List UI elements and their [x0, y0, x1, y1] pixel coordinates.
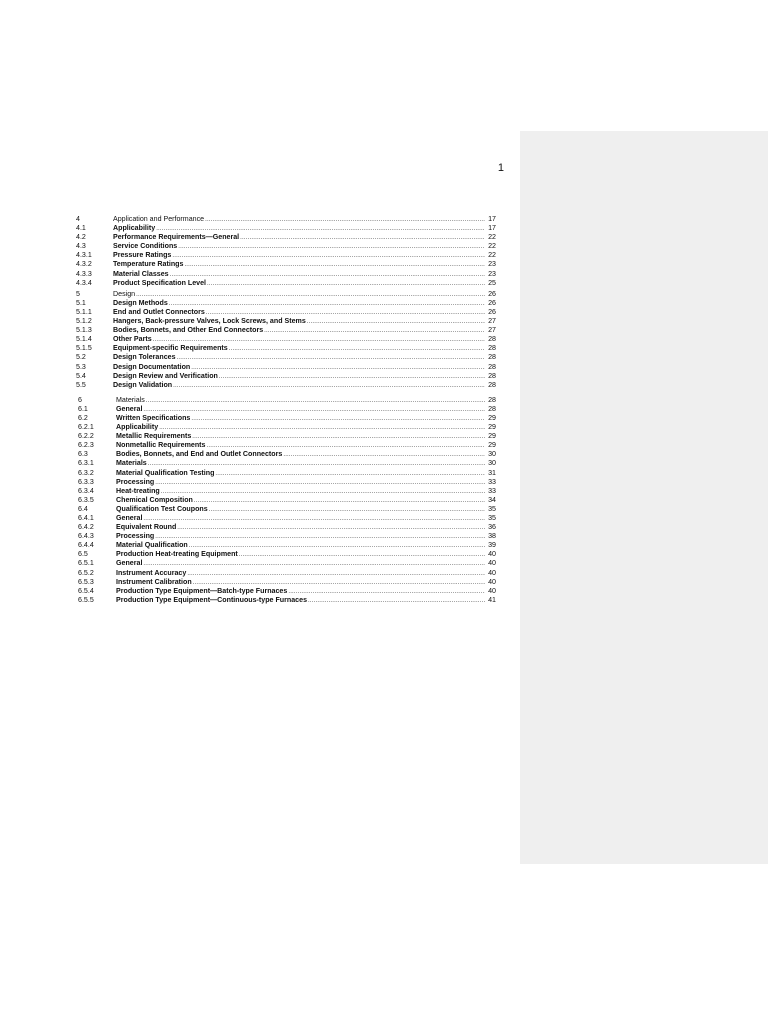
toc-entry[interactable] [76, 251, 496, 260]
toc-entry-number: 6.3.5 [78, 495, 94, 504]
toc-entry-title: Product Specification Level [113, 278, 207, 287]
toc-entry-page: 23 [488, 260, 496, 269]
toc-dot-leader [177, 524, 485, 533]
toc-entry-page: 26 [488, 298, 496, 307]
toc-entry-page: 39 [488, 541, 496, 550]
toc-entry-title: Processing [116, 477, 155, 486]
toc-entry-page: 28 [488, 371, 496, 380]
toc-entry-page: 33 [488, 486, 496, 495]
table-of-contents [76, 215, 496, 605]
toc-entry[interactable] [78, 541, 496, 550]
toc-entry-page: 26 [488, 307, 496, 316]
toc-dot-leader [191, 364, 485, 373]
toc-entry-number: 6.2.2 [78, 432, 94, 441]
toc-dot-leader [173, 382, 485, 391]
toc-entry-page: 29 [488, 413, 496, 422]
toc-entry[interactable] [78, 532, 496, 541]
toc-entry-page: 34 [488, 495, 496, 504]
toc-dot-leader [207, 280, 485, 289]
toc-entry-page: 28 [488, 395, 496, 404]
toc-dot-leader [155, 479, 485, 488]
toc-entry[interactable] [76, 260, 496, 269]
page-number: 1 [497, 162, 504, 174]
toc-entry-page: 40 [488, 577, 496, 586]
toc-dot-leader [288, 588, 485, 597]
toc-entry[interactable] [76, 317, 496, 326]
toc-entry[interactable] [78, 478, 496, 487]
toc-entry[interactable] [76, 353, 496, 362]
toc-entry-page: 40 [488, 586, 496, 595]
toc-dot-leader [219, 373, 485, 382]
toc-dot-leader [178, 243, 485, 252]
toc-entry-number: 5.4 [76, 371, 86, 380]
toc-entry-number: 6.4.3 [78, 532, 94, 541]
toc-entry-number: 5.1.5 [76, 344, 92, 353]
toc-entry-number: 6.4.2 [78, 523, 94, 532]
toc-entry[interactable] [76, 270, 496, 279]
toc-entry-title: Other Parts [113, 335, 152, 344]
toc-entry-title: General [116, 404, 143, 413]
toc-entry-page: 40 [488, 559, 496, 568]
toc-entry-title: Chemical Composition [116, 495, 193, 504]
toc-dot-leader [240, 234, 485, 243]
toc-entry[interactable] [76, 344, 496, 353]
toc-entry-page: 23 [488, 269, 496, 278]
toc-entry-page: 29 [488, 441, 496, 450]
toc-entry-number: 5.2 [76, 353, 86, 362]
toc-dot-leader [161, 488, 485, 497]
toc-entry-page: 35 [488, 504, 496, 513]
toc-entry-title: End and Outlet Connectors [113, 307, 205, 316]
toc-entry-number: 4.3.2 [76, 260, 92, 269]
toc-entry[interactable] [78, 587, 496, 596]
toc-entry[interactable] [76, 335, 496, 344]
toc-entry[interactable] [78, 450, 496, 459]
toc-entry-number: 6.2 [78, 413, 88, 422]
toc-entry[interactable] [76, 381, 496, 390]
toc-entry[interactable] [76, 290, 496, 299]
toc-dot-leader [308, 597, 485, 606]
toc-entry-number: 6.5.1 [78, 559, 94, 568]
toc-entry[interactable] [76, 299, 496, 308]
toc-dot-leader [307, 318, 485, 327]
toc-entry-title: Design Review and Verification [113, 371, 218, 380]
toc-entry-page: 40 [488, 550, 496, 559]
toc-entry-number: 5.1 [76, 298, 86, 307]
toc-dot-leader [136, 291, 485, 300]
toc-entry-title: Metallic Requirements [116, 432, 192, 441]
toc-entry-title: Production Type Equipment—Batch-type Furnaces [116, 586, 288, 595]
toc-entry[interactable] [78, 523, 496, 532]
toc-entry-title: Processing [116, 532, 155, 541]
toc-entry-page: 31 [488, 468, 496, 477]
toc-entry-title: Applicability [113, 224, 156, 233]
toc-entry-number: 6.3.2 [78, 468, 94, 477]
toc-entry[interactable] [76, 372, 496, 381]
toc-entry[interactable] [78, 405, 496, 414]
toc-dot-leader [215, 470, 485, 479]
toc-entry-page: 28 [488, 335, 496, 344]
toc-entry[interactable] [78, 559, 496, 568]
toc-entry-page: 17 [488, 224, 496, 233]
toc-dot-leader [184, 261, 485, 270]
toc-entry[interactable] [78, 487, 496, 496]
toc-entry-title: Temperature Ratings [113, 260, 184, 269]
toc-entry[interactable] [78, 496, 496, 505]
toc-entry-page: 38 [488, 532, 496, 541]
toc-entry-number: 5.5 [76, 380, 86, 389]
toc-entry-number: 6 [78, 395, 82, 404]
toc-entry[interactable] [76, 242, 496, 251]
toc-entry[interactable] [78, 578, 496, 587]
toc-entry-number: 4 [76, 215, 80, 223]
toc-entry[interactable] [76, 224, 496, 233]
toc-dot-leader [209, 506, 485, 515]
toc-entry[interactable] [78, 569, 496, 578]
toc-entry[interactable] [76, 233, 496, 242]
toc-entry-number: 6.5.3 [78, 577, 94, 586]
toc-entry-title: Material Qualification [116, 541, 188, 550]
toc-entry-page: 40 [488, 568, 496, 577]
toc-entry-number: 6.3 [78, 450, 88, 459]
toc-entry[interactable] [78, 596, 496, 605]
toc-entry-page: 28 [488, 362, 496, 371]
toc-section-s6 [76, 396, 496, 605]
toc-entry-page: 27 [488, 317, 496, 326]
toc-entry-title: Instrument Accuracy [116, 568, 187, 577]
toc-entry-title: Hangers, Back-pressure Valves, Lock Screws, and Stems [113, 317, 306, 326]
toc-entry-title: Service Conditions [113, 242, 178, 251]
toc-dot-leader [143, 560, 485, 569]
toc-entry-number: 6.5.5 [78, 595, 94, 604]
toc-entry[interactable] [78, 469, 496, 478]
toc-entry-page: 22 [488, 242, 496, 251]
toc-entry-number: 5.1.2 [76, 317, 92, 326]
toc-entry-page: 30 [488, 450, 496, 459]
toc-entry-title: Performance Requirements—General [113, 233, 240, 242]
toc-dot-leader [239, 551, 485, 560]
toc-entry-title: Qualification Test Coupons [116, 504, 208, 513]
toc-entry-title: General [116, 514, 143, 522]
toc-entry-title: Bodies, Bonnets, and Other End Connectors [113, 326, 264, 335]
toc-entry-number: 6.4.4 [78, 541, 94, 550]
toc-entry-number: 6.5.2 [78, 568, 94, 577]
toc-entry-number: 6.1 [78, 404, 88, 413]
toc-entry-number: 6.2.1 [78, 423, 94, 432]
toc-entry-number: 6.2.3 [78, 441, 94, 450]
toc-entry-title: Materials [116, 395, 145, 404]
toc-entry[interactable] [78, 432, 496, 441]
toc-entry[interactable] [78, 423, 496, 432]
toc-entry-page: 41 [488, 595, 496, 604]
toc-entry-title: Design Methods [113, 298, 168, 307]
toc-entry-title: Equipment-specific Requirements [113, 344, 228, 353]
toc-entry-number: 5.1.3 [76, 326, 92, 335]
toc-entry-title: Applicability [116, 423, 159, 432]
toc-section-s4 [76, 215, 496, 288]
toc-entry-page: 22 [488, 233, 496, 242]
toc-entry[interactable] [78, 396, 496, 405]
toc-entry-number: 6.4 [78, 504, 88, 513]
toc-dot-leader [177, 354, 485, 363]
toc-dot-leader [143, 515, 485, 524]
toc-dot-leader [146, 397, 485, 406]
toc-entry-page: 17 [488, 215, 496, 223]
toc-entry-title: Materials [116, 459, 147, 468]
toc-dot-leader [155, 533, 485, 542]
toc-dot-leader [159, 424, 485, 433]
toc-dot-leader [205, 216, 485, 225]
toc-dot-leader [170, 271, 485, 280]
toc-entry-title: Written Specifications [116, 413, 191, 422]
toc-entry-page: 27 [488, 326, 496, 335]
toc-entry[interactable] [78, 459, 496, 468]
toc-entry-title: Design Documentation [113, 362, 191, 371]
toc-entry-number: 4.3.1 [76, 251, 92, 260]
toc-entry-title: Instrument Calibration [116, 577, 192, 586]
toc-entry-title: Production Heat-treating Equipment [116, 550, 238, 559]
toc-dot-leader [169, 300, 485, 309]
toc-dot-leader [143, 406, 485, 415]
toc-entry-page: 35 [488, 514, 496, 522]
toc-entry-page: 22 [488, 251, 496, 260]
toc-entry[interactable] [76, 363, 496, 372]
toc-section-s5 [76, 290, 496, 390]
toc-entry-page: 33 [488, 477, 496, 486]
toc-entry-page: 26 [488, 289, 496, 298]
toc-dot-leader [264, 327, 485, 336]
toc-entry-number: 6.4.1 [78, 514, 94, 522]
toc-entry-page: 28 [488, 353, 496, 362]
toc-entry-page: 29 [488, 423, 496, 432]
toc-entry-title: General [116, 559, 143, 568]
comment-margin-panel [520, 131, 768, 864]
toc-entry-page: 28 [488, 380, 496, 389]
toc-entry[interactable] [78, 414, 496, 423]
toc-entry-title: Design [113, 289, 136, 298]
toc-entry-number: 4.2 [76, 233, 86, 242]
toc-dot-leader [194, 497, 485, 506]
toc-entry[interactable] [78, 441, 496, 450]
toc-entry-title: Application and Performance [113, 215, 205, 223]
toc-entry[interactable] [76, 215, 496, 224]
toc-entry-page: 25 [488, 278, 496, 287]
toc-dot-leader [191, 415, 485, 424]
toc-entry-number: 4.3 [76, 242, 86, 251]
toc-entry-number: 4.3.4 [76, 278, 92, 287]
toc-entry-title: Design Tolerances [113, 353, 176, 362]
toc-dot-leader [229, 345, 485, 354]
toc-entry-number: 6.5 [78, 550, 88, 559]
toc-entry-title: Material Qualification Testing [116, 468, 215, 477]
toc-entry[interactable] [76, 308, 496, 317]
toc-entry-title: Equivalent Round [116, 523, 177, 532]
toc-entry-number: 5 [76, 289, 80, 298]
toc-entry-title: Material Classes [113, 269, 169, 278]
toc-entry-number: 6.3.3 [78, 477, 94, 486]
toc-entry-title: Production Type Equipment—Continuous-type Furnaces [116, 595, 308, 604]
toc-entry-page: 29 [488, 432, 496, 441]
toc-entry-number: 5.1.1 [76, 307, 92, 316]
toc-entry[interactable] [76, 279, 496, 288]
toc-entry-number: 6.5.4 [78, 586, 94, 595]
toc-entry[interactable] [76, 326, 496, 335]
toc-entry-page: 30 [488, 459, 496, 468]
toc-dot-leader [172, 252, 485, 261]
toc-entry-number: 5.3 [76, 362, 86, 371]
toc-entry-number: 4.1 [76, 224, 86, 233]
toc-entry-page: 28 [488, 344, 496, 353]
toc-entry[interactable] [78, 505, 496, 514]
toc-entry-title: Bodies, Bonnets, and End and Outlet Connectors [116, 450, 283, 459]
toc-entry-title: Design Validation [113, 380, 173, 389]
toc-entry-title: Nonmetallic Requirements [116, 441, 206, 450]
toc-entry-title: Heat-treating [116, 486, 160, 495]
toc-entry-page: 28 [488, 404, 496, 413]
toc-dot-leader [192, 433, 485, 442]
toc-dot-leader [283, 451, 485, 460]
toc-entry[interactable] [78, 514, 496, 523]
toc-dot-leader [187, 570, 485, 579]
toc-entry-number: 5.1.4 [76, 335, 92, 344]
toc-entry-page: 36 [488, 523, 496, 532]
toc-entry-title: Pressure Ratings [113, 251, 172, 260]
toc-entry[interactable] [78, 550, 496, 559]
toc-entry-number: 4.3.3 [76, 269, 92, 278]
toc-entry-number: 6.3.4 [78, 486, 94, 495]
toc-entry-number: 6.3.1 [78, 459, 94, 468]
